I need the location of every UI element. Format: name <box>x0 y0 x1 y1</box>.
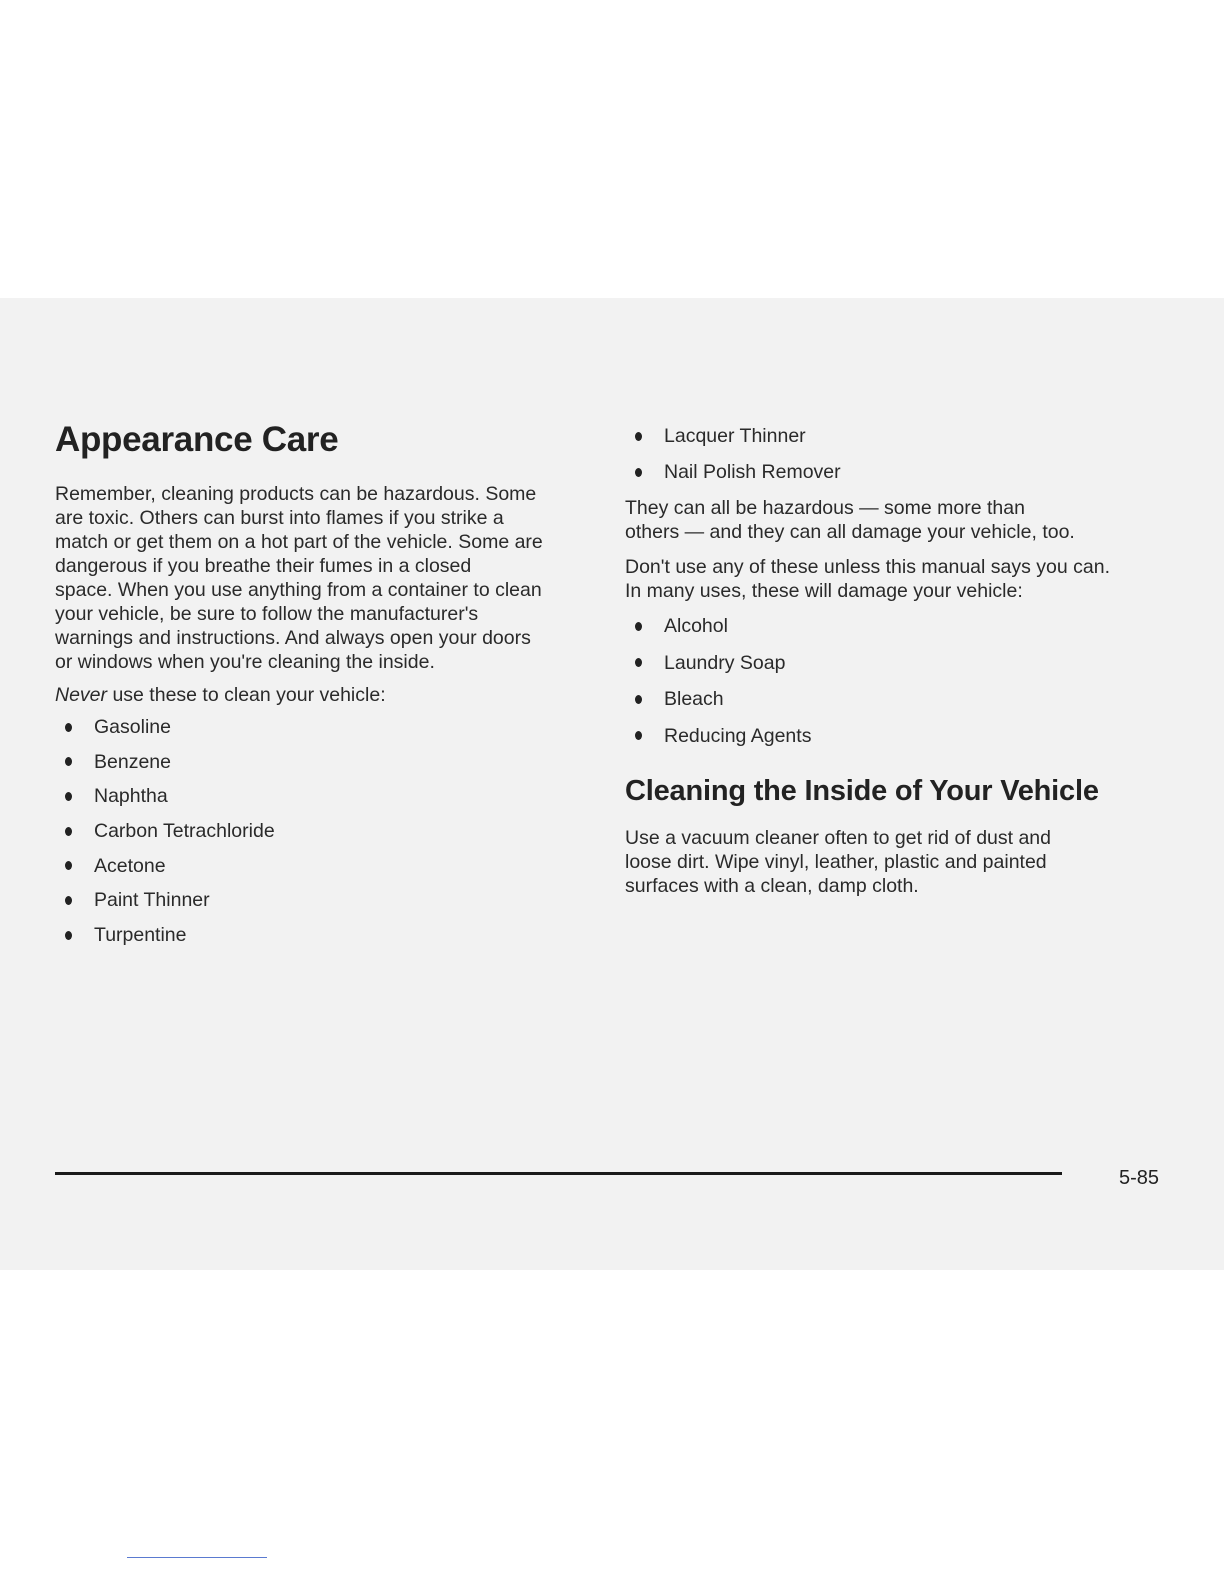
list-item <box>55 750 595 774</box>
bullet-icon <box>635 695 642 704</box>
list-item <box>625 651 1185 675</box>
page-number: 5-85 <box>1119 1167 1160 1189</box>
list-item-label: Paint Thinner <box>94 889 210 912</box>
list-item <box>55 784 595 808</box>
hazard-paragraph <box>625 496 1185 544</box>
appearance-care-heading: Appearance Care <box>55 420 339 459</box>
list-item <box>55 819 595 843</box>
bullet-icon <box>635 731 642 740</box>
list-item-label: Alcohol <box>664 615 728 637</box>
list-item <box>55 888 595 912</box>
never-use-list <box>55 715 595 947</box>
list-item <box>55 715 595 739</box>
list-item-label: Lacquer Thinner <box>664 425 806 447</box>
intro-line: or windows when you're cleaning the inside. <box>55 651 435 673</box>
list-item-label: Carbon Tetrachloride <box>94 820 275 843</box>
bullet-icon <box>635 622 642 631</box>
hazard-line: They can all be hazardous — some more than <box>625 497 1025 519</box>
intro-paragraph <box>55 482 595 674</box>
intro-line: dangerous if you breathe their fumes in a closed <box>55 555 472 577</box>
bullet-icon <box>65 931 72 940</box>
list-item-label: Laundry Soap <box>664 651 786 674</box>
cleaning-inside-paragraph <box>625 826 1185 898</box>
list-item <box>625 687 1185 711</box>
bullet-icon <box>635 658 642 667</box>
damage-list <box>625 614 1185 748</box>
cleaning-line: loose dirt. Wipe vinyl, leather, plastic and painted <box>625 850 1047 873</box>
cleaning-inside-heading: Cleaning the Inside of Your Vehicle <box>625 774 1099 807</box>
never-use-list-continued <box>625 424 1185 484</box>
list-item <box>55 923 595 947</box>
list-item-label: Gasoline <box>94 716 171 738</box>
dont-use-line: In many uses, these will damage your vehicle: <box>625 580 1023 602</box>
bullet-icon <box>65 896 72 905</box>
bullet-icon <box>65 861 72 870</box>
list-item-label: Bleach <box>664 688 724 710</box>
list-item-label: Reducing Agents <box>664 724 812 747</box>
right-column <box>625 424 1185 898</box>
bullet-icon <box>65 757 72 766</box>
never-use-text: use these to clean your vehicle: <box>107 684 386 706</box>
list-item-label: Acetone <box>94 854 166 877</box>
list-item <box>55 854 595 878</box>
intro-line: match or get them on a hot part of the vehicle. Some are <box>55 531 543 553</box>
bullet-icon <box>65 723 72 732</box>
intro-line: Remember, cleaning products can be hazardous. Some <box>55 483 537 505</box>
never-emphasis: Never <box>55 684 108 706</box>
list-item <box>625 424 1185 448</box>
list-item-label: Nail Polish Remover <box>664 461 841 483</box>
list-item <box>625 724 1185 748</box>
never-use-paragraph <box>55 683 595 707</box>
intro-line: space. When you use anything from a container to clean <box>55 579 542 601</box>
list-item <box>625 614 1185 638</box>
list-item-label: Turpentine <box>94 924 187 947</box>
bullet-icon <box>65 827 72 836</box>
cleaning-line: surfaces with a clean, damp cloth. <box>625 874 919 897</box>
intro-line: your vehicle, be sure to follow the manufacturer's <box>55 603 479 625</box>
bullet-icon <box>635 468 642 477</box>
list-item-label: Benzene <box>94 750 171 773</box>
intro-line: are toxic. Others can burst into flames if you strike a <box>55 507 504 529</box>
bullet-icon <box>65 792 72 801</box>
cleaning-line: Use a vacuum cleaner often to get rid of dust and <box>625 826 1052 849</box>
dont-use-paragraph <box>625 555 1185 603</box>
footer-rule <box>55 1172 1062 1175</box>
left-column <box>55 420 595 947</box>
footer-link-underline[interactable] <box>127 1557 267 1558</box>
bullet-icon <box>635 432 642 441</box>
dont-use-line: Don't use any of these unless this manual says you can. <box>625 556 1110 578</box>
intro-line: warnings and instructions. And always open your doors <box>55 627 531 649</box>
list-item <box>625 460 1185 484</box>
list-item-label: Naphtha <box>94 785 168 808</box>
hazard-line: others — and they can all damage your vehicle, too. <box>625 521 1075 543</box>
